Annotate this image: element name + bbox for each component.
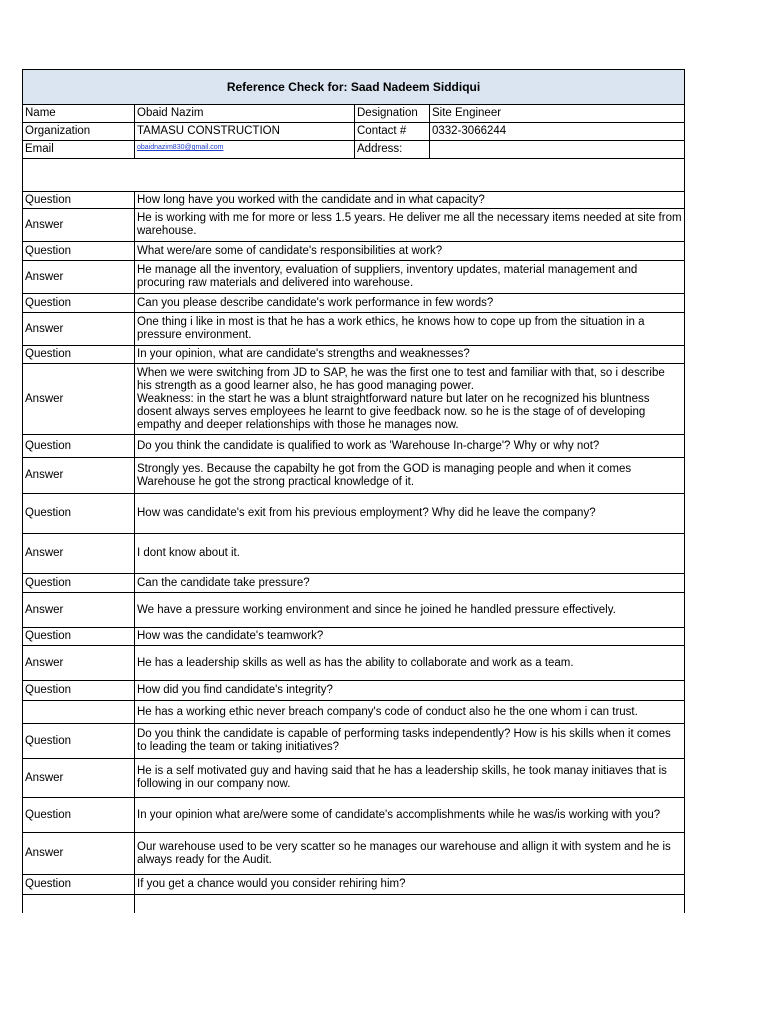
answer-row [23, 364, 685, 435]
question-row [23, 294, 685, 313]
row-label[interactable]: Question [23, 798, 135, 833]
organization-label[interactable]: Organization [23, 123, 135, 141]
row-label[interactable]: Question [23, 242, 135, 261]
row-label[interactable]: Question [23, 346, 135, 364]
row-label[interactable]: Answer [23, 833, 135, 875]
row-label[interactable]: Question [23, 494, 135, 534]
answer-text[interactable] [135, 364, 685, 435]
answer-text[interactable]: I dont know about it. [135, 534, 685, 574]
answer-row [23, 261, 685, 294]
designation-value[interactable]: Site Engineer [430, 105, 685, 123]
trailing-text-cell[interactable] [135, 895, 685, 913]
question-text[interactable]: Do you think the candidate is capable of performing tasks independently? How is his skills when it comes to leading the team or taking initiatives? [135, 724, 685, 759]
organization-row [23, 123, 685, 141]
row-label[interactable]: Answer [23, 534, 135, 574]
question-text[interactable]: How did you find candidate's integrity? [135, 681, 685, 701]
trailing-row [23, 895, 685, 913]
question-text[interactable]: Do you think the candidate is qualified to work as 'Warehouse In-charge'? Why or why not? [135, 435, 685, 458]
question-row [23, 192, 685, 209]
email-label[interactable]: Email [23, 141, 135, 159]
answer-paragraph: When we were switching from JD to SAP, he was the first one to test and familiar with that, so i describe his strength as a good learner also, he has good managing power. [137, 366, 665, 392]
row-label[interactable]: Question [23, 435, 135, 458]
question-row [23, 798, 685, 833]
question-row [23, 494, 685, 534]
question-row [23, 435, 685, 458]
reference-table [22, 69, 685, 913]
question-row [23, 242, 685, 261]
answer-text[interactable]: Our warehouse used to be very scatter so he manages our warehouse and allign it with system and he is always ready for the Audit. [135, 833, 685, 875]
question-text[interactable]: How was candidate's exit from his previous employment? Why did he leave the company? [135, 494, 685, 534]
answer-row [23, 313, 685, 346]
row-label[interactable]: Answer [23, 759, 135, 798]
row-label[interactable]: Answer [23, 364, 135, 435]
spacer-cell[interactable] [23, 159, 685, 192]
answer-row [23, 593, 685, 628]
row-label[interactable] [23, 701, 135, 724]
question-row [23, 574, 685, 593]
question-text[interactable]: In your opinion, what are candidate's strengths and weaknesses? [135, 346, 685, 364]
designation-label[interactable]: Designation [355, 105, 430, 123]
contact-label[interactable]: Contact # [355, 123, 430, 141]
answer-row [23, 646, 685, 681]
row-label[interactable]: Question [23, 294, 135, 313]
contact-value[interactable]: 0332-3066244 [430, 123, 685, 141]
row-label[interactable]: Answer [23, 209, 135, 242]
answer-row [23, 209, 685, 242]
qa-rows [23, 192, 685, 895]
question-row [23, 628, 685, 646]
question-text[interactable]: How was the candidate's teamwork? [135, 628, 685, 646]
organization-value[interactable]: TAMASU CONSTRUCTION [135, 123, 355, 141]
answer-text[interactable]: We have a pressure working environment and since he joined he handled pressure effectively. [135, 593, 685, 628]
question-text[interactable]: What were/are some of candidate's responsibilities at work? [135, 242, 685, 261]
question-text[interactable]: Can the candidate take pressure? [135, 574, 685, 593]
row-label[interactable]: Question [23, 628, 135, 646]
address-value[interactable] [430, 141, 685, 159]
row-label[interactable]: Answer [23, 313, 135, 346]
row-label[interactable]: Answer [23, 458, 135, 494]
row-label[interactable]: Question [23, 192, 135, 209]
row-label[interactable]: Answer [23, 646, 135, 681]
title-row [23, 70, 685, 105]
name-value[interactable]: Obaid Nazim [135, 105, 355, 123]
row-label[interactable]: Question [23, 681, 135, 701]
answer-text[interactable]: He has a working ethic never breach company's code of conduct also he the one whom i can trust. [135, 701, 685, 724]
answer-text[interactable]: He manage all the inventory, evaluation of suppliers, inventory updates, material management and procuring raw materials and delivered into warehouse. [135, 261, 685, 294]
question-text[interactable]: How long have you worked with the candidate and in what capacity? [135, 192, 685, 209]
question-row [23, 681, 685, 701]
answer-row [23, 701, 685, 724]
answer-text[interactable]: He has a leadership skills as well as has the ability to collaborate and work as a team. [135, 646, 685, 681]
answer-row [23, 833, 685, 875]
answer-paragraph: Weakness: in the start he was a blunt straightforward nature but later on he recognized his bluntness dosent always serves employees he learnt to give feedback now. so he is the stage of of developing empathy and deeper relationships with those he manages now. [137, 392, 650, 431]
trailing-label-cell[interactable] [23, 895, 135, 913]
row-label[interactable]: Answer [23, 593, 135, 628]
question-row [23, 724, 685, 759]
row-label[interactable]: Question [23, 875, 135, 895]
sheet-title[interactable]: Reference Check for: Saad Nadeem Siddiqui [23, 70, 685, 105]
question-text[interactable]: If you get a chance would you consider rehiring him? [135, 875, 685, 895]
email-row [23, 141, 685, 159]
spacer-row [23, 159, 685, 192]
answer-text[interactable]: Strongly yes. Because the capabilty he got from the GOD is managing people and when it comes Warehouse he got the strong practical knowledge of it. [135, 458, 685, 494]
question-row [23, 875, 685, 895]
name-row [23, 105, 685, 123]
answer-text[interactable]: He is a self motivated guy and having said that he has a leadership skills, he took manay initiaves that is following in our company now. [135, 759, 685, 798]
row-label[interactable]: Question [23, 574, 135, 593]
email-link[interactable]: obaidnazim830@gmail.com [135, 141, 355, 159]
reference-check-sheet [22, 69, 684, 913]
question-text[interactable]: In your opinion what are/were some of candidate's accomplishments while he was/is working with you? [135, 798, 685, 833]
row-label[interactable]: Question [23, 724, 135, 759]
answer-row [23, 458, 685, 494]
answer-text[interactable]: He is working with me for more or less 1.5 years. He deliver me all the necessary items needed at site from warehouse. [135, 209, 685, 242]
question-text[interactable]: Can you please describe candidate's work performance in few words? [135, 294, 685, 313]
row-label[interactable]: Answer [23, 261, 135, 294]
answer-row [23, 534, 685, 574]
answer-text[interactable]: One thing i like in most is that he has a work ethics, he knows how to cope up from the situation in a pressure environment. [135, 313, 685, 346]
address-label[interactable]: Address: [355, 141, 430, 159]
question-row [23, 346, 685, 364]
name-label[interactable]: Name [23, 105, 135, 123]
answer-row [23, 759, 685, 798]
